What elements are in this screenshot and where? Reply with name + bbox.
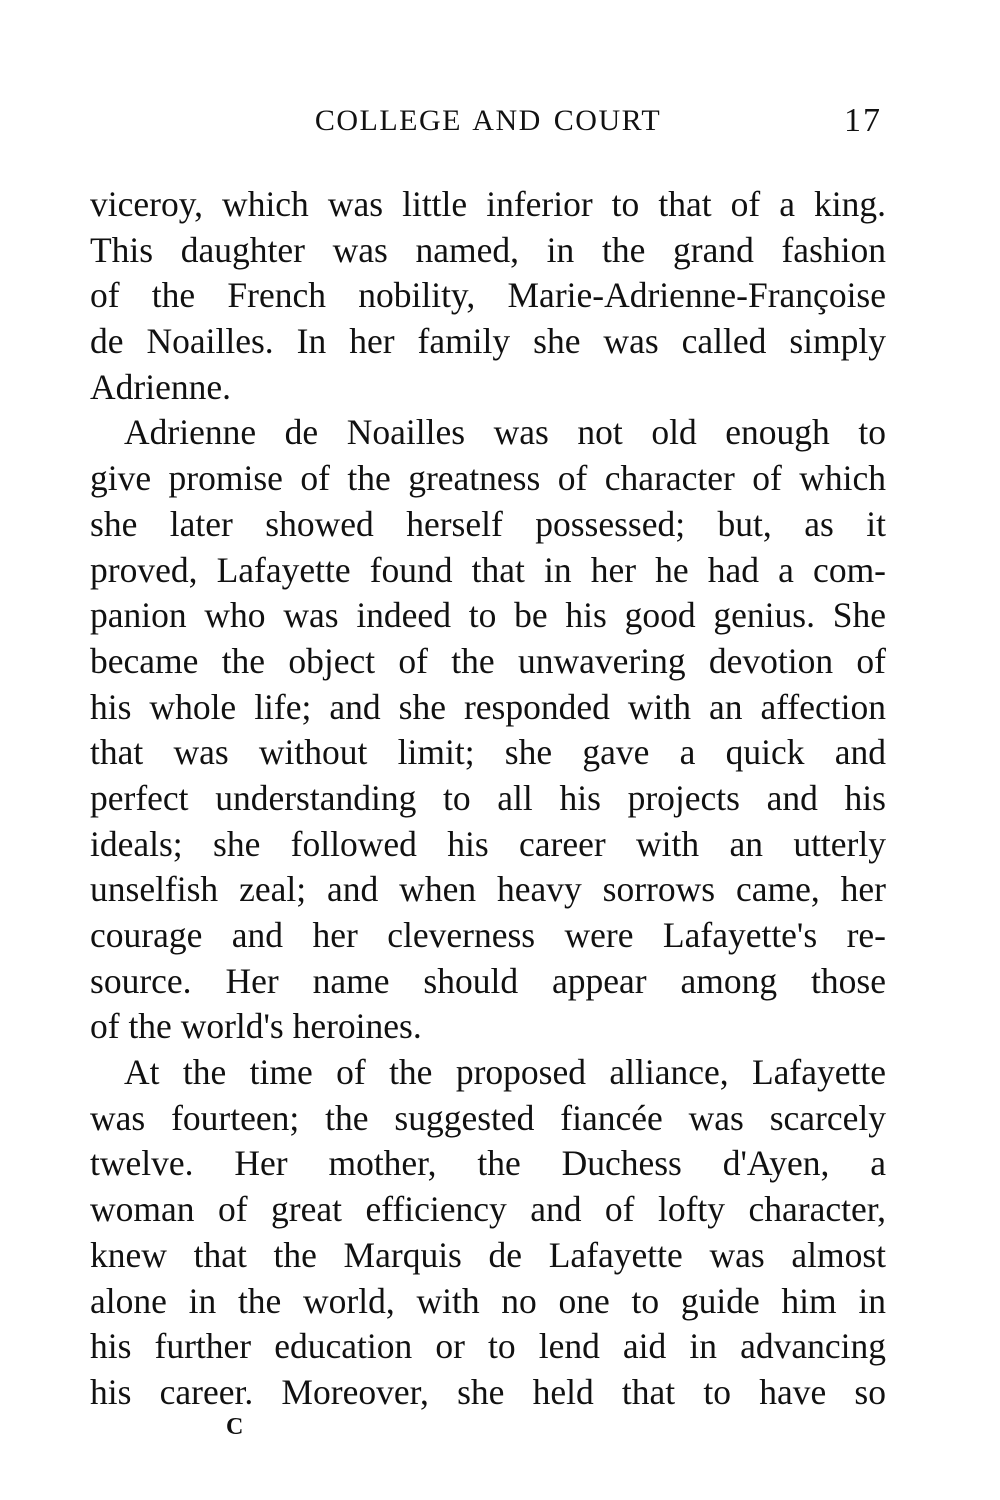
text-line: alone in the world, with no one to guide him in [90, 1280, 886, 1321]
text-line: was fourteen; the suggested fiancée was scarcely [90, 1097, 886, 1138]
paragraph-1 [90, 182, 886, 410]
signature-mark: C [226, 1414, 245, 1440]
paragraph-2 [90, 410, 886, 1050]
text-line: source. Her name should appear among those [90, 960, 886, 1001]
text-line: of the world's heroines. [90, 1006, 422, 1047]
text-line: viceroy, which was little inferior to that of a king. [90, 184, 886, 224]
text-line: she later showed herself possessed; but, as it [90, 503, 886, 544]
text-line: woman of great efficiency and of lofty character, [90, 1189, 886, 1230]
text-line: This daughter was named, in the grand fashion [90, 229, 886, 270]
text-line: de Noailles. In her family she was called simply [90, 321, 886, 362]
text-line: of the French nobility, Marie-Adrienne-Françoise [90, 275, 886, 316]
text-line: twelve. Her mother, the Duchess d'Ayen, a [90, 1143, 886, 1184]
text-line: At the time of the proposed alliance, Lafayette [124, 1052, 886, 1093]
text-line: his whole life; and she responded with an affection [90, 686, 886, 727]
running-title: COLLEGE AND COURT [314, 104, 662, 137]
text-line: panion who was indeed to be his good genius. She [90, 595, 886, 636]
paragraph-3 [90, 1050, 886, 1416]
text-line: Adrienne de Noailles was not old enough to [124, 412, 886, 453]
text-line: perfect understanding to all his projects and his [90, 777, 886, 818]
text-line: Adrienne. [90, 366, 231, 407]
text-line: that was without limit; she gave a quick and [90, 732, 886, 773]
text-line: his further education or to lend aid in advancing [90, 1326, 886, 1367]
text-line: proved, Lafayette found that in her he had a com- [90, 549, 886, 590]
text-line: his career. Moreover, she held that to have so [90, 1371, 886, 1412]
running-head [90, 104, 886, 148]
text-line: unselfish zeal; and when heavy sorrows came, her [90, 869, 886, 910]
body-text [90, 182, 886, 1416]
text-line: courage and her cleverness were Lafayette's re- [90, 915, 886, 955]
text-line: became the object of the unwavering devotion of [90, 640, 886, 681]
text-line: give promise of the greatness of character of which [90, 458, 886, 499]
text-line: ideals; she followed his career with an utterly [90, 823, 886, 864]
page-number: 17 [844, 102, 882, 139]
text-line: knew that the Marquis de Lafayette was almost [90, 1234, 886, 1275]
